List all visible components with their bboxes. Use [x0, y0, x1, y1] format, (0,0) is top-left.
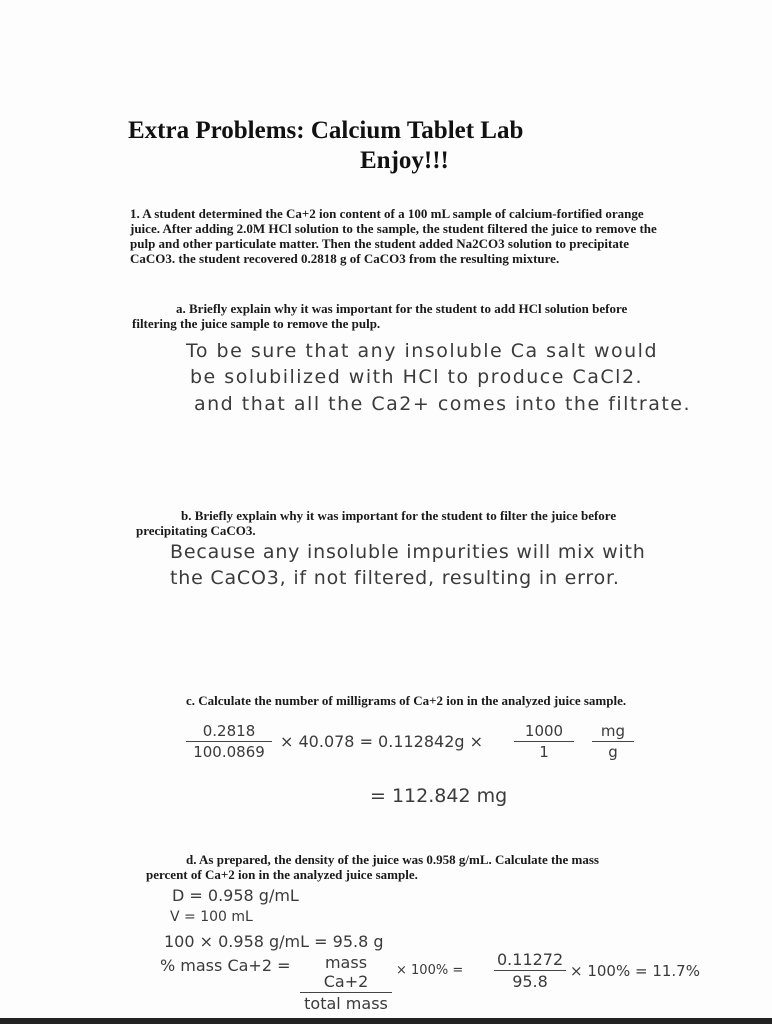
problem-1-text: 1. A student determined the Ca+2 ion content of a 100 mL sample of calcium-fortified orange juice. After adding 2.0M HCl solution to the sample, the student filtered the juice to remove the pulp and other particulate matter. Then the student added Na2CO3 solution to precipitate CaCO3. the student recovered 0.2818 g of CaCO3 from the resulting mixture.: [130, 206, 657, 266]
part-c-fraction-1: [186, 722, 272, 761]
part-c-fraction-2: [514, 722, 574, 761]
part-a-answer-line-1: To be sure that any insoluble Ca salt would: [186, 340, 659, 362]
part-b-question-line-1: b. Briefly explain why it was important for the student to filter the juice before: [181, 508, 617, 523]
part-c-frac1-denominator: 100.0869: [193, 743, 265, 761]
part-b-question: [136, 508, 676, 538]
part-b-answer-line-2: the CaCO3, if not filtered, resulting in error.: [170, 567, 620, 589]
part-b-answer-line-1: Because any insoluble impurities will mix with: [170, 541, 646, 563]
part-d-frac2-denominator: 95.8: [512, 972, 548, 991]
part-c-frac3-denominator: g: [608, 743, 618, 761]
part-d-fraction-2: [494, 950, 566, 991]
part-d-fraction-1: [300, 953, 392, 1013]
part-c-question: c. Calculate the number of milligrams of Ca+2 ion in the analyzed juice sample.: [186, 693, 627, 708]
part-d-question-line-1: d. As prepared, the density of the juice was 0.958 g/mL. Calculate the mass: [186, 852, 599, 867]
part-d-line-3: 100 × 0.958 g/mL = 95.8 g: [164, 932, 384, 951]
part-d-frac2-numerator: 0.11272: [494, 950, 566, 971]
part-d-question: [146, 852, 686, 882]
part-d-frac1-numerator: mass Ca+2: [300, 953, 392, 993]
part-d-question-line-2: percent of Ca+2 ion in the analyzed juice sample.: [146, 867, 418, 882]
part-d-line-1: D = 0.958 g/mL: [172, 886, 299, 905]
part-a-question: [132, 301, 672, 331]
part-d-frac1-denominator: total mass: [304, 994, 388, 1013]
title-line-1: Extra Problems: Calcium Tablet Lab: [128, 117, 524, 144]
part-c-fraction-3: [592, 722, 634, 761]
title-line-2: Enjoy!!!: [360, 147, 449, 174]
part-c-frac1-numerator: 0.2818: [186, 722, 272, 742]
part-c-frac3-numerator: mg: [592, 722, 634, 742]
part-d-line-4-label: % mass Ca+2 =: [160, 956, 291, 975]
part-b-question-line-2: precipitating CaCO3.: [136, 523, 256, 538]
part-c-frac2-denominator: 1: [539, 743, 549, 761]
part-c-frac2-numerator: 1000: [514, 722, 574, 742]
part-a-answer-line-2: be solubilized with HCl to produce CaCl2.: [190, 366, 644, 388]
page-title: [128, 116, 688, 176]
page-bottom-edge: [0, 1018, 772, 1024]
part-d-multiplication: × 100% =: [396, 963, 464, 978]
part-c-multiplication: × 40.078 = 0.112842g ×: [280, 732, 484, 751]
part-d-line-2: V = 100 mL: [170, 909, 253, 925]
part-a-answer-line-3: and that all the Ca2+ comes into the filtrate.: [194, 393, 692, 415]
part-c-result: = 112.842 mg: [370, 785, 508, 807]
part-d-result: × 100% = 11.7%: [570, 962, 700, 980]
part-a-question-line-2: filtering the juice sample to remove the pulp.: [132, 316, 381, 331]
part-a-question-line-1: a. Briefly explain why it was important for the student to add HCl solution before: [176, 301, 628, 316]
